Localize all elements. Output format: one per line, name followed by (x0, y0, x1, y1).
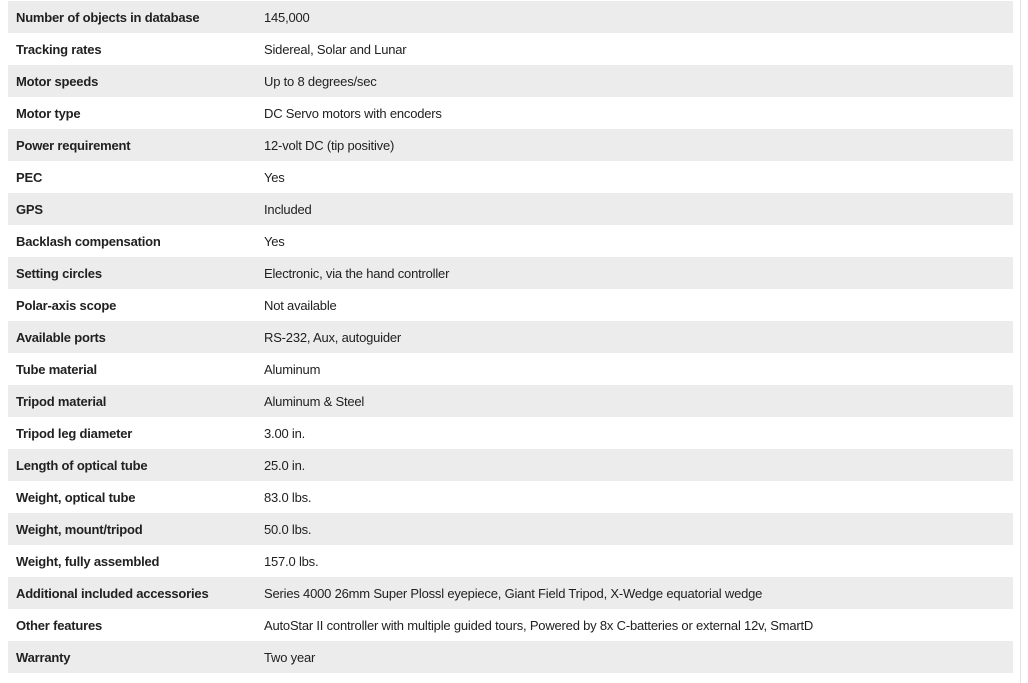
spec-row (8, 193, 1013, 225)
spec-table (8, 1, 1013, 673)
spec-row (8, 225, 1013, 257)
spec-value: 25.0 in. (264, 457, 306, 473)
spec-row (8, 481, 1013, 513)
spec-row (8, 97, 1013, 129)
spec-label: GPS (16, 201, 43, 217)
spec-value: 145,000 (264, 9, 310, 25)
spec-row (8, 577, 1013, 609)
spec-value: 83.0 lbs. (264, 489, 312, 505)
spec-row (8, 1, 1013, 33)
spec-row (8, 65, 1013, 97)
spec-label: Other features (16, 617, 103, 633)
spec-label: Tripod leg diameter (16, 425, 133, 441)
spec-row (8, 161, 1013, 193)
spec-value: Series 4000 26mm Super Plossl eyepiece, Giant Field Tripod, X-Wedge equatorial wedge (264, 585, 763, 601)
spec-label: Motor speeds (16, 73, 99, 89)
spec-value: Yes (264, 233, 285, 249)
spec-value: 157.0 lbs. (264, 553, 319, 569)
spec-value: Aluminum (264, 361, 321, 377)
page-right-border (1020, 0, 1021, 683)
spec-value: Up to 8 degrees/sec (264, 73, 377, 89)
spec-row (8, 545, 1013, 577)
spec-row (8, 417, 1013, 449)
spec-value: Yes (264, 169, 285, 185)
spec-value: DC Servo motors with encoders (264, 105, 442, 121)
spec-value: Included (264, 201, 312, 217)
spec-row (8, 129, 1013, 161)
spec-label: Power requirement (16, 137, 131, 153)
spec-label: Weight, optical tube (16, 489, 136, 505)
spec-row (8, 321, 1013, 353)
spec-label: Tube material (16, 361, 97, 377)
spec-value: 12-volt DC (tip positive) (264, 137, 395, 153)
spec-row (8, 385, 1013, 417)
spec-row (8, 609, 1013, 641)
spec-row (8, 449, 1013, 481)
spec-label: Length of optical tube (16, 457, 148, 473)
spec-row (8, 257, 1013, 289)
spec-label: Backlash compensation (16, 233, 161, 249)
spec-value: 50.0 lbs. (264, 521, 312, 537)
spec-label: Weight, mount/tripod (16, 521, 143, 537)
spec-label: Available ports (16, 329, 106, 345)
spec-row (8, 641, 1013, 673)
spec-label: Polar-axis scope (16, 297, 117, 313)
spec-row (8, 289, 1013, 321)
spec-label: Weight, fully assembled (16, 553, 160, 569)
spec-label: Motor type (16, 105, 81, 121)
spec-row (8, 33, 1013, 65)
spec-label: Tripod material (16, 393, 107, 409)
spec-value: AutoStar II controller with multiple guided tours, Powered by 8x C-batteries or external 12v, SmartD (264, 617, 814, 633)
spec-value: RS-232, Aux, autoguider (264, 329, 402, 345)
spec-value: Sidereal, Solar and Lunar (264, 41, 407, 57)
spec-row (8, 353, 1013, 385)
spec-label: Setting circles (16, 265, 102, 281)
spec-label: Additional included accessories (16, 585, 209, 601)
spec-value: Aluminum & Steel (264, 393, 365, 409)
spec-value: 3.00 in. (264, 425, 306, 441)
spec-value: Electronic, via the hand controller (264, 265, 450, 281)
spec-label: PEC (16, 169, 43, 185)
spec-label: Number of objects in database (16, 9, 200, 25)
spec-value: Two year (264, 649, 316, 665)
spec-value: Not available (264, 297, 337, 313)
spec-label: Warranty (16, 649, 71, 665)
spec-label: Tracking rates (16, 41, 102, 57)
spec-row (8, 513, 1013, 545)
